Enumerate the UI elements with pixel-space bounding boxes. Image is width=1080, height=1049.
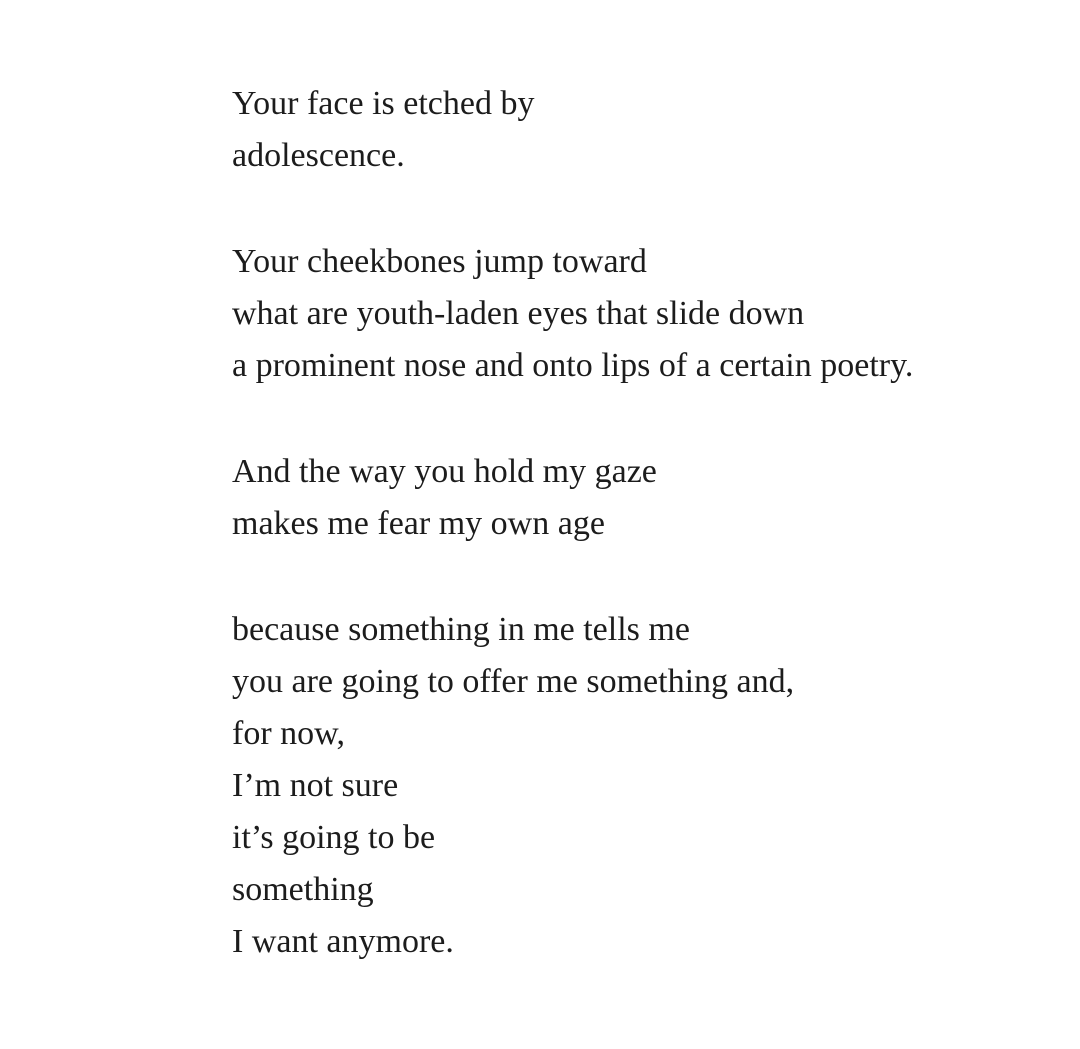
poem-line: a prominent nose and onto lips of a certain poetry. bbox=[232, 347, 914, 384]
poem-body bbox=[232, 78, 1032, 968]
stanza-2 bbox=[232, 236, 1032, 392]
poem-line: because something in me tells me bbox=[232, 611, 690, 648]
poem-line: Your cheekbones jump toward bbox=[232, 243, 647, 280]
poem-line: it’s going to be bbox=[232, 819, 436, 856]
poem-line: I’m not sure bbox=[232, 767, 399, 804]
poem-line: what are youth-laden eyes that slide down bbox=[232, 295, 805, 332]
poem-line: Your face is etched by bbox=[232, 85, 535, 122]
poem-line: adolescence. bbox=[232, 137, 405, 174]
poem-line: I want anymore. bbox=[232, 923, 454, 960]
poem-line: something bbox=[232, 871, 374, 908]
poem-line: for now, bbox=[232, 715, 345, 752]
poem-line: And the way you hold my gaze bbox=[232, 453, 657, 490]
poem-line: you are going to offer me something and, bbox=[232, 663, 795, 700]
stanza-3 bbox=[232, 446, 1032, 550]
poem-line: makes me fear my own age bbox=[232, 505, 605, 542]
stanza-4 bbox=[232, 604, 1032, 968]
stanza-1 bbox=[232, 78, 1032, 182]
